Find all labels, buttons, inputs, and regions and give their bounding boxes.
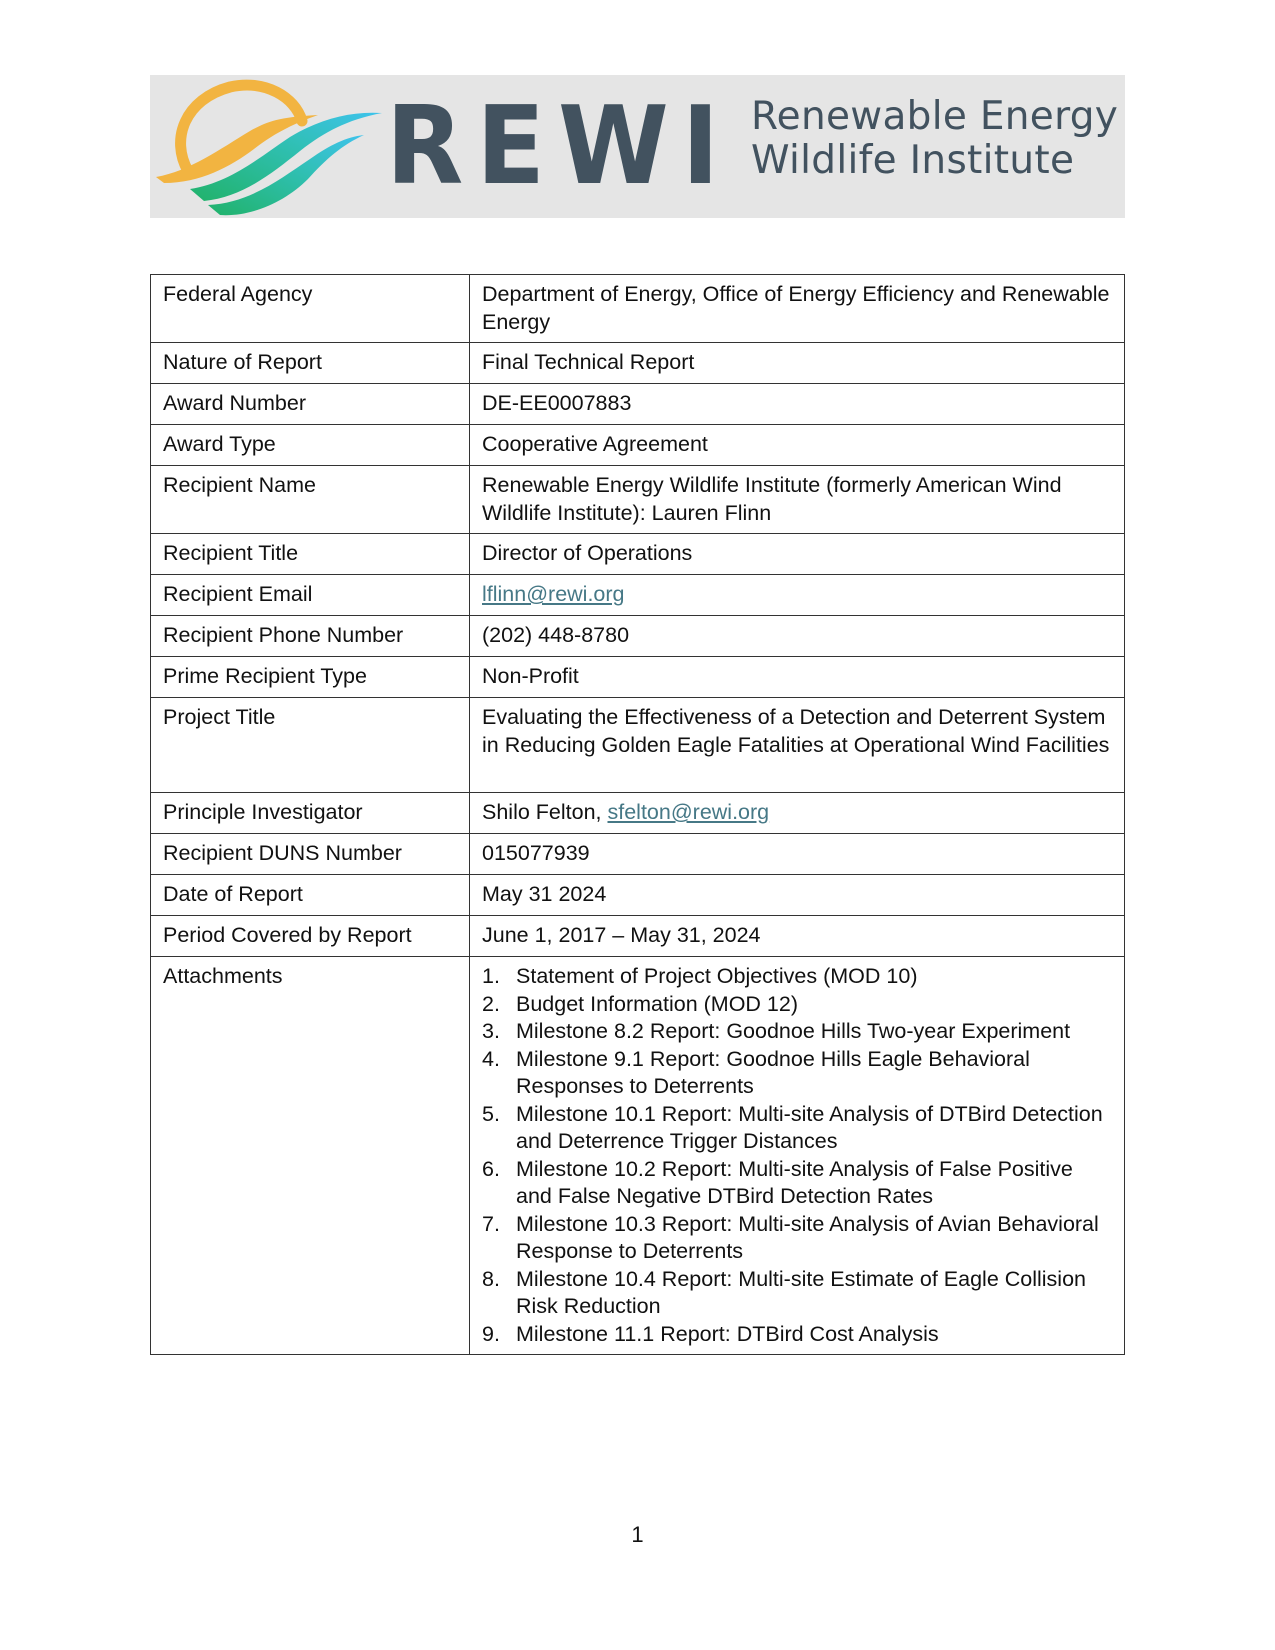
list-number: 9.: [482, 1321, 500, 1346]
row-value: Department of Energy, Office of Energy Efficiency and Renewable Energy: [470, 275, 1125, 343]
table-row: [151, 466, 1125, 534]
table-row: [151, 698, 1125, 793]
organization-name-line1: Renewable Energy: [751, 94, 1119, 139]
row-value: (202) 448-8780: [470, 616, 1125, 657]
report-metadata-table: [150, 274, 1125, 1355]
list-text: Milestone 8.2 Report: Goodnoe Hills Two-year Experiment: [516, 1019, 1071, 1043]
list-text: Milestone 10.4 Report: Multi-site Estimate of Eagle Collision Risk Reduction: [516, 1266, 1087, 1318]
row-label: Recipient Title: [151, 534, 470, 575]
list-number: 5.: [482, 1101, 500, 1126]
row-label: Prime Recipient Type: [151, 657, 470, 698]
row-label: Project Title: [151, 698, 470, 793]
attachments-list-cell: [470, 957, 1125, 1355]
table-row: [151, 657, 1125, 698]
row-value: May 31 2024: [470, 875, 1125, 916]
row-value: Final Technical Report: [470, 343, 1125, 384]
list-text: Milestone 10.1 Report: Multi-site Analysis of DTBird Detection and Deterrence Trigger Distances: [516, 1101, 1103, 1153]
list-text: Budget Information (MOD 12): [516, 991, 799, 1016]
list-text: Milestone 11.1 Report: DTBird Cost Analysis: [516, 1321, 939, 1346]
table-row: [151, 534, 1125, 575]
row-value: Renewable Energy Wildlife Institute (formerly American Wind Wildlife Institute): Lauren Flinn: [470, 466, 1125, 534]
table-row: [151, 957, 1125, 1355]
list-item: [482, 1101, 1112, 1156]
page-number: 1: [631, 1522, 644, 1547]
row-label: Principle Investigator: [151, 793, 470, 834]
list-number: 7.: [482, 1211, 500, 1236]
attachments-list: [482, 963, 1112, 1348]
row-label: Federal Agency: [151, 275, 470, 343]
row-value: DE-EE0007883: [470, 384, 1125, 425]
table-row: [151, 425, 1125, 466]
row-value: Cooperative Agreement: [470, 425, 1125, 466]
recipient-email-link[interactable]: lflinn@rewi.org: [482, 582, 625, 606]
table-row: [151, 575, 1125, 616]
row-label: Recipient Phone Number: [151, 616, 470, 657]
table-row: [151, 875, 1125, 916]
list-item: [482, 1018, 1112, 1046]
row-value: [470, 575, 1125, 616]
row-label: Period Covered by Report: [151, 916, 470, 957]
list-item: [482, 1156, 1112, 1211]
list-number: 8.: [482, 1266, 500, 1291]
list-text: Milestone 9.1 Report: Goodnoe Hills Eagle Behavioral Responses to Deterrents: [516, 1046, 1030, 1098]
table-row: [151, 793, 1125, 834]
table-row: [151, 384, 1125, 425]
list-number: 1.: [482, 964, 500, 988]
table-row: [151, 916, 1125, 957]
list-item: [482, 963, 1112, 991]
row-label: Recipient DUNS Number: [151, 834, 470, 875]
organization-name: [751, 95, 1118, 183]
list-number: 4.: [482, 1046, 500, 1071]
list-item: [482, 1211, 1112, 1266]
row-label: Date of Report: [151, 875, 470, 916]
list-item: [482, 991, 1112, 1019]
list-item: [482, 1266, 1112, 1321]
row-value: [470, 793, 1125, 834]
row-value: Non-Profit: [470, 657, 1125, 698]
sun-and-waves-logo-icon: [150, 79, 390, 218]
organization-name-line2: Wildlife Institute: [751, 138, 1075, 183]
list-item: [482, 1321, 1112, 1349]
row-label: Recipient Name: [151, 466, 470, 534]
table-row: [151, 343, 1125, 384]
list-number: 6.: [482, 1156, 500, 1181]
list-number: 3.: [482, 1019, 500, 1043]
row-label: Award Type: [151, 425, 470, 466]
row-value: Director of Operations: [470, 534, 1125, 575]
logo-wordmark: REWI: [386, 84, 733, 209]
row-label: Recipient Email: [151, 575, 470, 616]
row-label: Nature of Report: [151, 343, 470, 384]
rewi-banner: [150, 75, 1125, 218]
list-text: Milestone 10.2 Report: Multi-site Analysis of False Positive and False Negative DTBird Detection Rates: [516, 1156, 1073, 1208]
row-value: June 1, 2017 – May 31, 2024: [470, 916, 1125, 957]
table-row: [151, 834, 1125, 875]
list-item: [482, 1046, 1112, 1101]
investigator-email-link[interactable]: sfelton@rewi.org: [607, 800, 770, 824]
investigator-name: Shilo Felton,: [482, 800, 608, 824]
table-row: [151, 616, 1125, 657]
table-row: [151, 275, 1125, 343]
row-label: Award Number: [151, 384, 470, 425]
row-value: 015077939: [470, 834, 1125, 875]
list-text: Milestone 10.3 Report: Multi-site Analysis of Avian Behavioral Response to Deterrents: [516, 1211, 1099, 1263]
list-text: Statement of Project Objectives (MOD 10): [516, 964, 918, 988]
row-value: Evaluating the Effectiveness of a Detection and Deterrent System in Reducing Golden Eagle Fatalities at Operational Wind Facilities: [470, 698, 1125, 793]
row-label: Attachments: [151, 957, 470, 1355]
list-number: 2.: [482, 991, 500, 1016]
